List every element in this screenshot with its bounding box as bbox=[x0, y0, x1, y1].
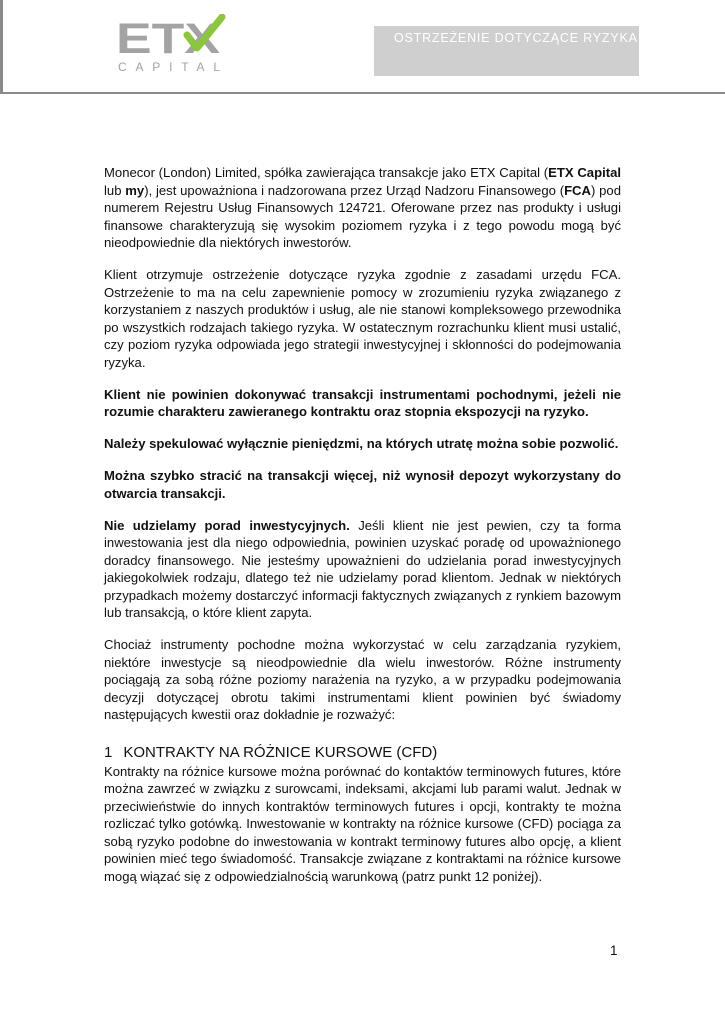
etx-capital-logo bbox=[116, 14, 228, 74]
banner-title: OSTRZEŻENIE DOTYCZĄCE RYZYKA bbox=[394, 31, 638, 45]
paragraph bbox=[104, 517, 621, 622]
document-body bbox=[104, 164, 621, 900]
text-run: Chociaż instrumenty pochodne można wykorzystać w celu zarządzania ryzykiem, niektóre inwestycje są nieodpowiednie dla wielu inwestorów. Różne instrumenty pociągają za sobą różne poziomy narażenia na ryzyko, a w przypadku podejmowania decyzji dotyczącej obrotu takimi instrumentami klient powinien być świadomy następujących kwestii oraz dokładnie je rozważyć: bbox=[104, 637, 621, 722]
text-run: ), jest upoważniona i nadzorowana przez Urząd Nadzoru Finansowego ( bbox=[144, 182, 565, 198]
section-body: Kontrakty na różnice kursowe można porównać do kontaktów terminowych futures, które można zawrzeć w związku z surowcami, indeksami, akcjami lub parami walut. Jednak w przeciwieństwie do innych kontraktów terminowych futures i opcji, kontrakty te można rozliczać tylko gotówką. Inwestowanie w kontrakty na różnice kursowe (CFD) pociąga za sobą ryzyko podobne do inwestowania w kontrakt terminowy futures albo opcję, a klient powinien mieć tego świadomość. Transakcje związane z kontraktami na różnice kursowe mogą wiązać się z odpowiedzialnością warunkową (patrz punkt 12 poniżej). bbox=[104, 763, 621, 884]
section-heading bbox=[104, 744, 621, 761]
paragraph bbox=[104, 467, 621, 502]
bold-text: my bbox=[125, 182, 145, 198]
section-title: KONTRAKTY NA RÓŻNICE KURSOWE (CFD) bbox=[123, 743, 438, 761]
header-divider bbox=[0, 92, 725, 94]
text-run: ) pod numerem Rejestru Usług Finansowych 124721. Oferowane przez nas produkty i usługi finansowe charakteryzują się wysokim poziomem ryzyka i z tego powodu mogą być nieodpowiednie dla niektórych inwestorów. bbox=[104, 182, 621, 250]
header-left-edge bbox=[0, 0, 3, 94]
paragraph bbox=[104, 164, 621, 252]
header-banner bbox=[374, 26, 639, 76]
logo-wordmark: ETX bbox=[116, 15, 221, 63]
text-run: Jeśli klient nie jest pewien, czy ta forma inwestowania jest dla niego odpowiednia, powinien uzyskać poradę od upoważnionego doradcy finansowego. Nie jesteśmy upoważnieni do udzielania porad inwestycyjnych jakiegokolwiek rodzaju, dlatego też nie udzielamy porad klientom. Jednak w niektórych przypadkach możemy dostarczyć informacji faktycznych związanych z rynkiem bazowym lub transakcją, o które klient zapyta. bbox=[104, 517, 621, 620]
bold-text: ETX Capital bbox=[548, 165, 621, 180]
text-run: Klient otrzymuje ostrzeżenie dotyczące ryzyka zgodnie z zasadami urzędu FCA. Ostrzeżenie to ma na celu zapewnienie pomocy w zrozumieniu ryzyka związanego z korzystaniem z naszych produktów i usług, ale nie stanowi kompleksowego przewodnika po wszystkich rodzajach takiego ryzyka. W ostatecznym rozrachunku klient musi ustalić, czy poziom ryzyka odpowiada jego strategii inwestycyjnej i skłonności do podejmowania ryzyka. bbox=[104, 267, 621, 370]
bold-text: Klient nie powinien dokonywać transakcji instrumentami pochodnymi, jeżeli nie rozumie charakteru zawieranego kontraktu oraz stopnia ekspozycji na ryzyko. bbox=[104, 386, 621, 419]
paragraph bbox=[104, 266, 621, 371]
bold-text: FCA bbox=[564, 182, 591, 198]
bold-text: Należy spekulować wyłącznie pieniędzmi, na których utratę można sobie pozwolić. bbox=[104, 436, 619, 451]
paragraph-list bbox=[104, 164, 621, 724]
logo-subtext: CAPITAL bbox=[118, 60, 220, 74]
bold-text: Można szybko stracić na transakcji więcej, niż wynosił depozyt wykorzystany do otwarcia transakcji. bbox=[104, 468, 621, 501]
paragraph bbox=[104, 386, 621, 421]
paragraph bbox=[104, 435, 621, 453]
text-run: Monecor (London) Limited, spółka zawierająca transakcje jako ETX Capital ( bbox=[104, 165, 549, 180]
paragraph bbox=[104, 636, 621, 724]
section-number: 1 bbox=[104, 743, 113, 761]
page-number: 1 bbox=[610, 943, 618, 958]
text-run: lub bbox=[104, 182, 126, 198]
bold-text: Nie udzielamy porad inwestycyjnych. bbox=[104, 517, 350, 533]
